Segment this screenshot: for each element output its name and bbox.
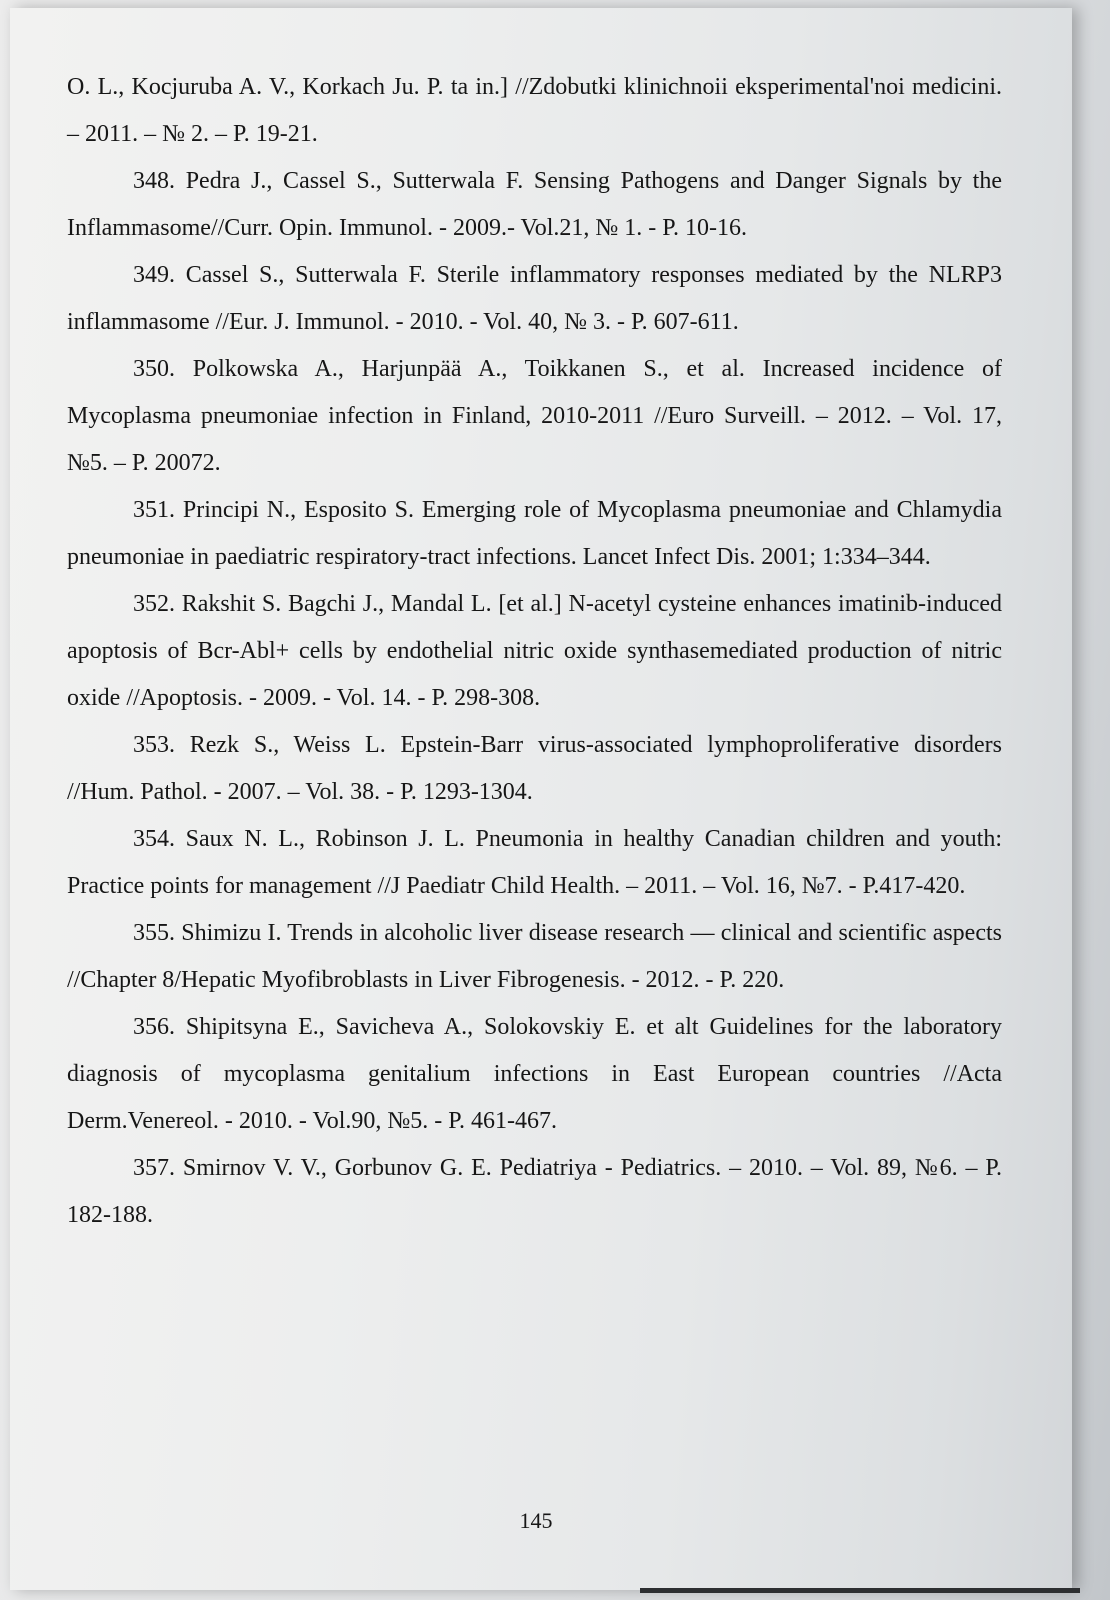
page-bottom-edge-shadow	[640, 1588, 1080, 1593]
reference-353: 353. Rezk S., Weiss L. Epstein-Barr virus-associated lymphoproliferative disorders //Hum. Pathol. - 2007. – Vol. 38. - P. 1293-1304.	[67, 732, 1002, 805]
reference-348: 348. Pedra J., Cassel S., Sutterwala F. Sensing Pathogens and Danger Signals by the Inflammasome//Curr. Opin. Immunol. - 2009.- Vol.21, № 1. - P. 10-16.	[67, 168, 1002, 241]
reference-351: 351. Principi N., Esposito S. Emerging role of Mycoplasma pneumoniae and Chlamydia pneumoniae in paediatric respiratory-tract infections. Lancet Infect Dis. 2001; 1:334–344.	[67, 497, 1002, 570]
reference-352: 352. Rakshit S. Bagchi J., Mandal L. [et al.] N-acetyl cysteine enhances imatinib-induced apoptosis of Bcr-Abl+ cells by endothelial nitric oxide synthasemediated production of nitric oxide //Apoptosis. - 2009. - Vol. 14. - P. 298-308.	[67, 591, 1002, 711]
reference-355: 355. Shimizu I. Trends in alcoholic liver disease research — clinical and scientific aspects //Chapter 8/Hepatic Myofibroblasts in Liver Fibrogenesis. - 2012. - P. 220.	[67, 920, 1002, 993]
reference-357: 357. Smirnov V. V., Gorbunov G. E. Pediatriya - Pediatrics. – 2010. – Vol. 89, №6. – P. 182-188.	[67, 1155, 1002, 1228]
document-page	[10, 8, 1072, 1590]
reference-354: 354. Saux N. L., Robinson J. L. Pneumonia in healthy Canadian children and youth: Practice points for management //J Paediatr Child Health. – 2011. – Vol. 16, №7. - P.417-420.	[67, 826, 1002, 899]
reference-350: 350. Polkowska A., Harjunpää A., Toikkanen S., et al. Increased incidence of Mycoplasma pneumoniae infection in Finland, 2010-2011 //Euro Surveill. – 2012. – Vol. 17, №5. – P. 20072.	[67, 356, 1002, 476]
reference-349: 349. Cassel S., Sutterwala F. Sterile inflammatory responses mediated by the NLRP3 inflammasome //Eur. J. Immunol. - 2010. - Vol. 40, № 3. - P. 607-611.	[67, 262, 1002, 335]
reference-continued: O. L., Kocjuruba A. V., Korkach Ju. P. ta in.] //Zdobutki klinichnoii eksperimental'noi medicini. – 2011. – № 2. – P. 19-21.	[67, 74, 1002, 147]
reference-356: 356. Shipitsyna E., Savicheva A., Solokovskiy E. et alt Guidelines for the laboratory diagnosis of mycoplasma genitalium infections in East European countries //Acta Derm.Venereol. - 2010. - Vol.90, №5. - P. 461-467.	[67, 1014, 1002, 1134]
page-number: 145	[519, 1508, 553, 1533]
reference-list	[67, 64, 1002, 1239]
